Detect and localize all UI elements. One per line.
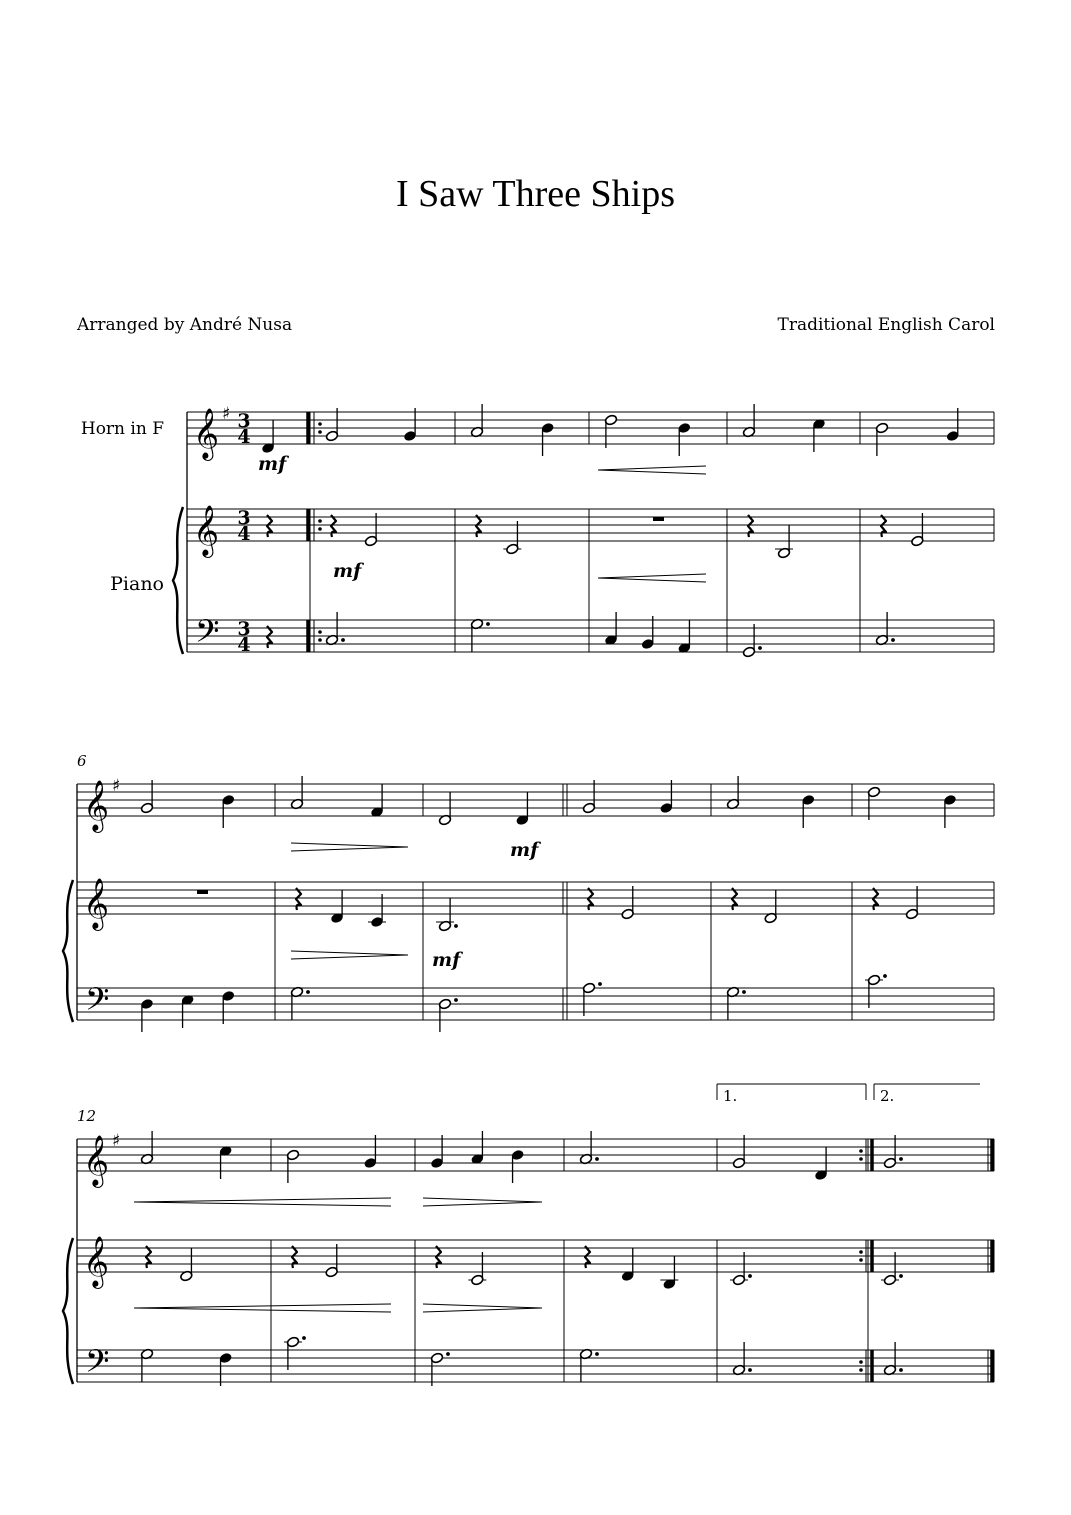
repeat-dot [318,519,322,523]
dynamic-mf: mf [333,560,362,582]
augmentation-dot [446,1352,450,1356]
augmentation-dot [899,1274,903,1278]
crescendo-hairpin [598,578,706,582]
augmentation-dot [891,638,895,642]
repeat-dot [859,1157,863,1161]
quarter-rest [331,515,336,537]
repeat-dot [318,638,322,642]
quarter-rest [267,515,272,537]
measure-number: 12 [77,1107,97,1125]
dynamic-mf: mf [510,839,539,861]
diminuendo-hairpin [423,1304,542,1308]
key-signature-sharp: ♯ [112,1131,121,1151]
composer-credit: Traditional English Carol [777,315,995,335]
piano-brace-icon [173,507,183,654]
measure-number: 6 [77,752,87,770]
instrument-name-horn: Horn in F [80,419,164,439]
instrument-name-piano: Piano [110,573,164,595]
quarter-rest [296,888,301,910]
whole-rest [653,517,664,521]
time-signature-bottom: 4 [237,523,251,545]
augmentation-dot [748,1368,752,1372]
crescendo-hairpin [134,1202,391,1206]
repeat-dot [318,527,322,531]
volta-label-2: 2. [880,1087,895,1105]
arranger-credit: Arranged by André Nusa [77,315,293,335]
crescendo-hairpin [598,470,706,474]
diminuendo-hairpin [423,1202,542,1206]
augmentation-dot [486,622,490,626]
augmentation-dot [883,974,887,978]
quarter-rest [588,888,593,910]
augmentation-dot [899,1368,903,1372]
repeat-dot [859,1368,863,1372]
augmentation-dot [598,982,602,986]
treble-clef-icon: 𝄞 [83,1236,110,1287]
augmentation-dot [899,1157,903,1161]
quarter-rest [436,1246,441,1268]
repeat-dot [859,1149,863,1153]
piano-brace-icon [63,880,73,1022]
augmentation-dot [595,1352,599,1356]
treble-clef-icon: 𝄞 [193,505,220,556]
augmentation-dot [341,638,345,642]
key-signature-sharp: ♯ [112,776,121,796]
diminuendo-hairpin [423,1308,542,1312]
diminuendo-hairpin [291,951,408,955]
diminuendo-hairpin [291,847,408,851]
repeat-dot [859,1258,863,1262]
score-title: I Saw Three Ships [396,173,675,215]
crescendo-hairpin [134,1198,391,1202]
augmentation-dot [758,646,762,650]
crescendo-hairpin [598,466,706,470]
repeat-dot [859,1250,863,1254]
bass-clef-icon: 𝄢 [195,613,220,657]
repeat-dot [318,630,322,634]
repeat-dot [318,430,322,434]
treble-clef-icon: 𝄞 [83,1135,110,1186]
augmentation-dot [454,924,458,928]
crescendo-hairpin [598,574,706,578]
bass-clef-icon: 𝄢 [85,1343,110,1387]
quarter-rest [748,515,753,537]
crescendo-hairpin [134,1304,391,1308]
dynamic-mf: mf [258,453,287,475]
quarter-rest [881,515,886,537]
quarter-rest [732,888,737,910]
quarter-rest [873,888,878,910]
augmentation-dot [302,1336,306,1340]
diminuendo-hairpin [291,955,408,959]
augmentation-dot [742,990,746,994]
treble-clef-icon: 𝄞 [83,878,110,929]
quarter-rest [267,626,272,648]
diminuendo-hairpin [291,843,408,847]
crescendo-hairpin [134,1308,391,1312]
augmentation-dot [454,998,458,1002]
whole-rest [197,890,208,894]
time-signature-top: 3 [237,507,251,529]
augmentation-dot [595,1157,599,1161]
time-signature-top: 3 [237,618,251,640]
key-signature-sharp: ♯ [222,404,231,424]
quarter-rest [146,1246,151,1268]
piano-brace-icon [63,1238,73,1384]
time-signature-bottom: 4 [237,634,251,656]
treble-clef-icon: 𝄞 [193,408,220,459]
diminuendo-hairpin [423,1198,542,1202]
time-signature-bottom: 4 [237,426,251,448]
bass-clef-icon: 𝄢 [85,981,110,1025]
repeat-dot [318,422,322,426]
augmentation-dot [748,1274,752,1278]
repeat-dot [859,1360,863,1364]
dynamic-mf: mf [432,949,461,971]
quarter-rest [476,515,481,537]
time-signature-top: 3 [237,410,251,432]
quarter-rest [585,1246,590,1268]
volta-label-1: 1. [723,1087,738,1105]
augmentation-dot [306,990,310,994]
treble-clef-icon: 𝄞 [83,780,110,831]
quarter-rest [292,1246,297,1268]
